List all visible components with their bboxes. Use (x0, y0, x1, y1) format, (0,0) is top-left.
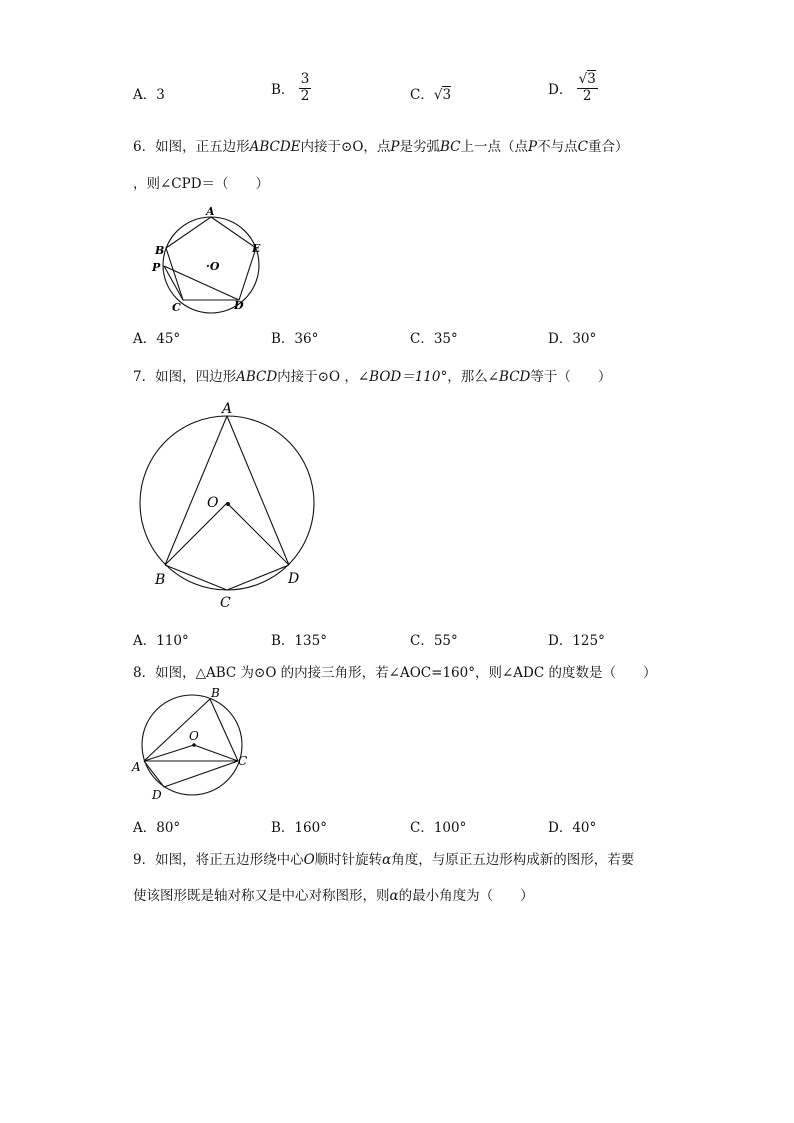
q7-segment-ob (165, 503, 227, 565)
q7-label-d: D (288, 571, 300, 587)
q7-segment-ab (165, 416, 227, 565)
q8-label-b: B (211, 686, 220, 700)
q6-label-b: B (155, 244, 165, 257)
q6-option-d: D．30° (548, 331, 597, 347)
q7-option-b: B．135° (271, 633, 327, 649)
q6-option-b: B．36° (271, 331, 319, 347)
q6-option-a: A．45° (133, 331, 181, 347)
q8-circle (142, 695, 242, 795)
q6-label-p: P (152, 261, 161, 274)
q8-center-dot (192, 743, 196, 747)
q7-segment-ad (227, 416, 289, 565)
q8-segment-ao (144, 745, 194, 761)
q6-label-o: ·O (206, 260, 220, 273)
q8-segment-ad (144, 761, 164, 787)
q6-stem-line1: 6．如图，正五边形ABCDE内接于⊙O，点P是劣弧BC上一点（点P不与点C重合） (133, 139, 629, 155)
q8-label-d: D (152, 788, 162, 802)
q8-option-c: C．100° (410, 820, 467, 836)
q8-segment-dc (164, 761, 238, 787)
q7-stem: 7．如图，四边形ABCD内接于⊙O ，∠BOD＝110°，那么∠BCD等于（ ） (133, 369, 612, 385)
q6-label-a: A (206, 205, 215, 218)
q7-segment-od (227, 503, 289, 565)
q8-option-d: D．40° (548, 820, 597, 836)
q5-option-b: B． $\frac{3}{2}$ (271, 71, 310, 104)
q5-option-d: D． $\frac{√3}{2}$ (548, 71, 596, 104)
q9-stem-line2: 使该图形既是轴对称又是中心对称图形，则α的最小角度为（ ） (133, 888, 534, 904)
q8-label-c: C (238, 754, 248, 768)
q7-label-c: C (220, 595, 231, 611)
q7-option-d: D．125° (548, 633, 605, 649)
q8-figure (130, 685, 260, 805)
q7-label-o: O (207, 495, 219, 511)
q6-stem-line2: ，则∠CPD＝（ ） (133, 176, 270, 192)
q6-segment-pd (164, 266, 239, 300)
q6-option-c: C．35° (410, 331, 458, 347)
q6-label-d: D (234, 299, 244, 312)
q8-option-a: A．80° (133, 820, 181, 836)
q7-label-a: A (222, 401, 233, 417)
q8-stem: 8．如图，△ABC 为⊙O 的内接三角形，若∠AOC=160°，则∠ADC 的度数是（ ） (133, 665, 657, 681)
q7-label-b: B (155, 572, 166, 588)
q8-label-o: O (189, 729, 199, 743)
q7-segment-bc (165, 565, 227, 590)
q7-option-c: C．55° (410, 633, 458, 649)
q7-option-a: A．110° (133, 633, 189, 649)
q6-label-e: E (252, 242, 261, 255)
q8-segment-bc (210, 699, 238, 761)
q8-label-a: A (132, 760, 141, 774)
q8-option-b: B．160° (271, 820, 327, 836)
q8-segment-ab (144, 699, 210, 761)
q5-option-c: C．√3 (410, 87, 452, 103)
q6-label-c: C (172, 301, 181, 314)
q6-figure (140, 200, 270, 315)
q9-stem-line1: 9．如图，将正五边形绕中心O顺时针旋转α角度，与原正五边形构成新的图形，若要 (133, 852, 635, 868)
q7-segment-cd (227, 565, 289, 590)
q7-figure (135, 395, 325, 615)
q7-center-dot (226, 502, 230, 506)
q5-option-a: A．3 (133, 87, 165, 103)
